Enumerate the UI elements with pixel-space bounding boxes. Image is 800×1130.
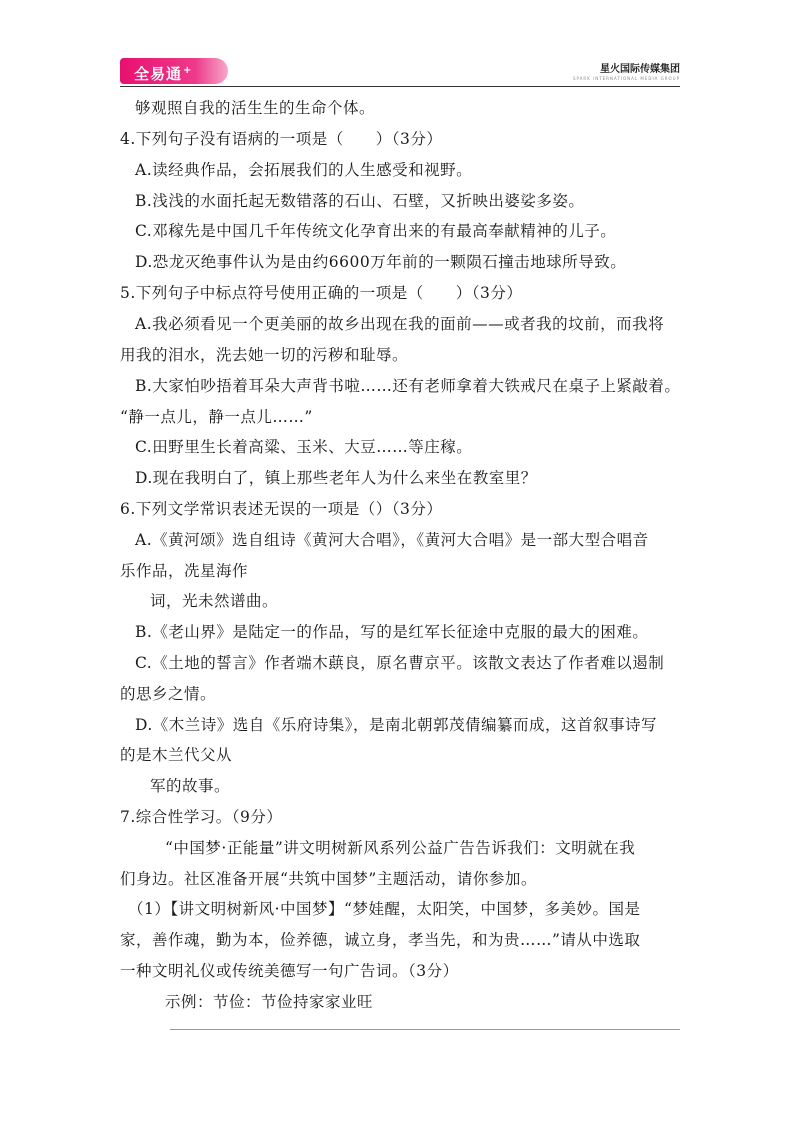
option-5d: D.现在我明白了，镇上那些老年人为什么来坐在教室里？ — [135, 469, 537, 487]
option-5a: A.我必须看见一个更美丽的故乡出现在我的面前——或者我的坟前，而我将 — [135, 315, 665, 333]
text-line: 够观照自我的活生生的生命个体。 — [135, 99, 376, 117]
question-7-part1-cont: 家，善作魂，勤为本，俭养德，诚立身，孝当先，和为贵……”请从中选取 — [120, 931, 641, 949]
question-7-part1-cont2: 一种文明礼仪或传统美德写一句广告词。（3分） — [120, 962, 459, 980]
option-6d: D.《木兰诗》选自《乐府诗集》，是南北朝郭茂倩编纂而成，这首叙事诗写 — [135, 716, 658, 734]
option-6a: A.《黄河颂》选自组诗《黄河大合唱》，《黄河大合唱》是一部大型合唱音 — [135, 531, 649, 549]
option-6c-cont: 的思乡之情。 — [120, 685, 217, 703]
logo-text: 全易通 — [134, 65, 183, 83]
question-7-intro: “中国梦·正能量”讲文明树新风系列公益广告告诉我们：文明就在我 — [165, 839, 636, 857]
publisher-name: 星火国际传媒集团 — [600, 64, 680, 75]
option-4c: C.邓稼先是中国几千年传统文化孕育出来的有最高奉献精神的儿子。 — [135, 222, 617, 240]
option-4d: D.恐龙灭绝事件认为是由约6600万年前的一颗陨石撞击地球所导致。 — [135, 253, 627, 271]
question-5: 5.下列句子中标点符号使用正确的一项是（ ）（3分） — [120, 284, 523, 302]
question-6: 6.下列文学常识表述无误的一项是（）（3分） — [120, 500, 443, 518]
publisher-brand — [573, 60, 680, 81]
question-7-intro-cont: 们身边。社区准备开展“共筑中国梦”主题活动，请你参加。 — [120, 870, 537, 888]
question-7-example: 示例：节俭：节俭持家家业旺 — [165, 993, 374, 1011]
question-4: 4.下列句子没有语病的一项是（ ）（3分） — [120, 130, 443, 148]
option-5b-cont: “静一点儿，静一点儿……” — [120, 408, 313, 426]
question-7: 7.综合性学习。（9分） — [120, 808, 283, 826]
publisher-subtitle: SPARK INTERNATIONAL MEDIA GROUP — [572, 76, 680, 81]
logo-plus: + — [183, 65, 193, 76]
option-6a-cont2: 词，光未然谱曲。 — [150, 592, 279, 610]
option-6d-cont2: 军的故事。 — [150, 777, 231, 795]
option-4a: A.读经典作品，会拓展我们的人生感受和视野。 — [135, 161, 473, 179]
option-6a-cont: 乐作品，冼星海作 — [120, 562, 249, 580]
question-7-part1: （1）【讲文明树新风·中国梦】“梦娃醒，太阳笑，中国梦，多美妙。国是 — [128, 900, 641, 918]
header-rule — [120, 86, 680, 87]
option-5c: C.田野里生长着高粱、玉米、大豆……等庄稼。 — [135, 438, 473, 456]
option-6b: B.《老山界》是陆定一的作品，写的是红军长征途中克服的最大的困难。 — [135, 623, 649, 641]
option-6d-cont: 的是木兰代父从 — [120, 746, 233, 764]
option-5a-cont: 用我的泪水，洗去她一切的污秽和耻辱。 — [120, 346, 409, 364]
quanyitong-logo — [120, 58, 228, 84]
option-6c: C.《土地的誓言》作者端木蕻良，原名曹京平。该散文表达了作者难以遏制 — [135, 654, 665, 672]
option-4b: B.浅浅的水面托起无数错落的石山、石壁，又折映出婆娑多姿。 — [135, 192, 585, 210]
page-header — [120, 56, 680, 88]
option-5b: B.大家怕吵捂着耳朵大声背书啦……还有老师拿着大铁戒尺在桌子上紧敲着。 — [135, 377, 681, 395]
footer-rule — [170, 1029, 680, 1030]
